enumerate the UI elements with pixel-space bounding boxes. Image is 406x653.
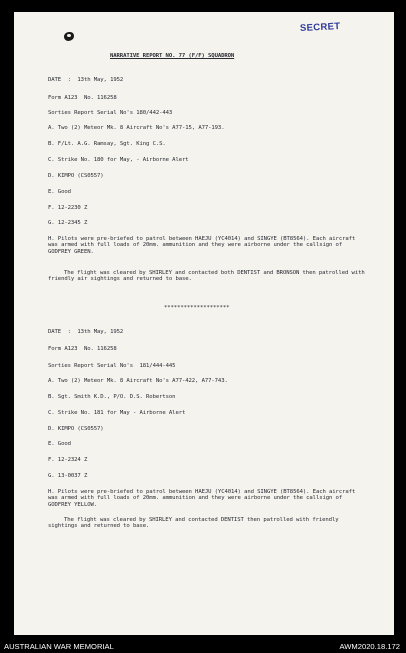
report-title: NARRATIVE REPORT NO. 77 (F/F) SQUADRON xyxy=(110,53,235,59)
report1-item-e: E. Good xyxy=(48,189,71,195)
footer-institution: AUSTRALIAN WAR MEMORIAL xyxy=(4,642,114,651)
report1-item-c: C. Strike No. 180 for May, - Airborne Alert xyxy=(48,157,189,163)
report2-item-i: The flight was cleared by SHIRLEY and contacted DENTIST then patrolled with friendly sightings and returned to base. xyxy=(48,517,339,530)
report2-form: Form A123 No. 116258 xyxy=(48,346,117,352)
report1-date: DATE : 13th May, 1952 xyxy=(48,77,124,83)
archive-footer xyxy=(0,641,406,653)
report2-item-g: G. 13-0037 Z xyxy=(48,473,88,479)
report1-item-d: D. KIMPO (CS0557) xyxy=(48,173,104,179)
report2-sorties: Sorties Report Serial No's 181/444-445 xyxy=(48,363,176,369)
document-page xyxy=(14,12,394,635)
report1-item-g: G. 12-2345 Z xyxy=(48,220,88,226)
report1-sorties: Sorties Report Serial No's 180/442-443 xyxy=(48,110,173,116)
separator: ******************** xyxy=(164,305,230,311)
report1-form: Form A123 No. 116258 xyxy=(48,95,117,101)
report2-item-f: F. 12-2324 Z xyxy=(48,457,88,463)
report1-item-a: A. Two (2) Meteor Mk. 8 Aircraft No's A77-15, A77-193. xyxy=(48,125,225,131)
footer-accession-number: AWM2020.18.172 xyxy=(339,642,400,651)
secret-stamp: SECRET xyxy=(299,20,341,35)
report2-date: DATE : 13th May, 1952 xyxy=(48,329,124,335)
report2-item-b: B. Sgt. Smith K.D., P/O. D.S. Robertson xyxy=(48,394,176,400)
report1-item-b: B. F/Lt. A.G. Ramsay, Sgt. King C.S. xyxy=(48,141,166,147)
report2-item-h: H. Pilots were pre-briefed to patrol between HAEJU (YC4014) and SINGYE (BT8564). Each aircraft was armed with full loads of 20mm. ammunition and they were airborne under the callsign of GODFREY YELLOW. xyxy=(48,489,356,508)
report1-item-h: H. Pilots were pre-briefed to patrol between HAEJU (YC4014) and SINGYE (BT8564). Each aircraft was armed with full loads of 20mm. ammunition and they were airborne under the callsign of GODFREY GREEN. xyxy=(48,236,356,255)
report2-item-a: A. Two (2) Meteor Mk. 8 Aircraft No's A77-422, A77-743. xyxy=(48,378,228,384)
report1-item-i: The flight was cleared by SHIRLEY and contacted both DENTIST and BRONSON then patrolled with friendly air sightings and returned to base. xyxy=(48,270,365,283)
report1-item-f: F. 12-2230 Z xyxy=(48,205,88,211)
report2-item-c: C. Strike No. 181 for May - Airborne Alert xyxy=(48,410,186,416)
report2-item-e: E. Good xyxy=(48,441,71,447)
report2-item-d: D. KIMPO (CS0557) xyxy=(48,426,104,432)
